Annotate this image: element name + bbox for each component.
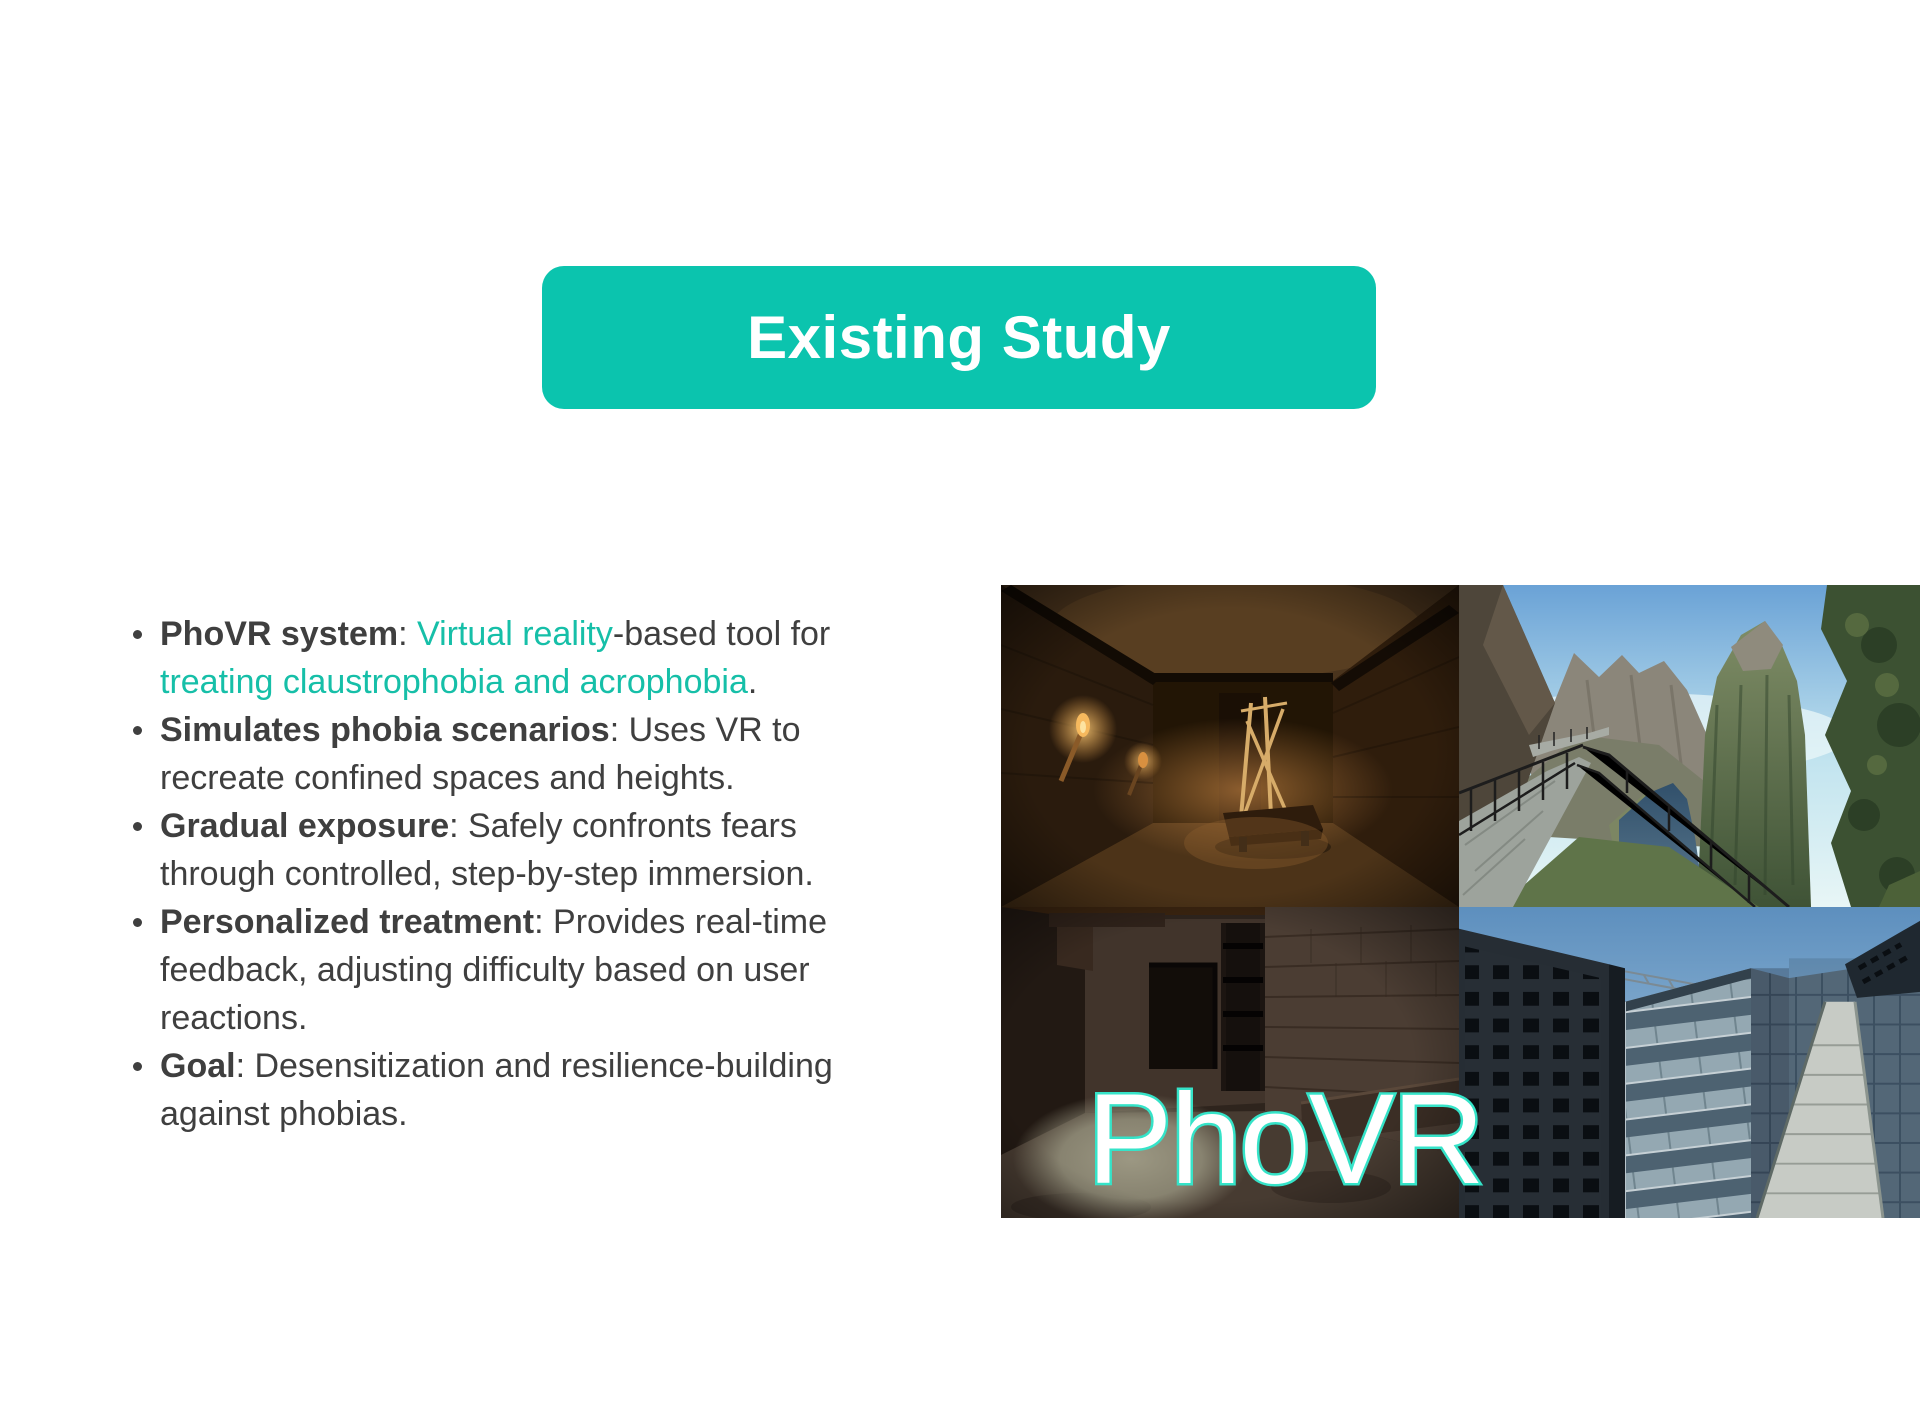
phovr-logo-text: PhoVR (1087, 1068, 1483, 1211)
page-title: Existing Study (747, 304, 1171, 371)
bullet-text-segment: Simulates phobia scenarios (160, 711, 610, 749)
bullet-text-segment: -based tool for (612, 615, 831, 653)
bullet-item (128, 706, 920, 802)
vr-glass-buildings-image (1459, 907, 1920, 1218)
bullet-item (128, 1042, 920, 1138)
bullet-text-segment: PhoVR system (160, 615, 399, 653)
vr-mountain-walkway-image (1459, 585, 1920, 907)
phovr-screenshot-collage (1001, 585, 1920, 1218)
bullet-text-segment: Personalized treatment (160, 903, 535, 941)
vr-dungeon-corridor-image (1001, 585, 1459, 907)
bullet-text-segment: : Desensitization and resilience-building against phobias. (160, 1047, 833, 1133)
bullet-item (128, 898, 920, 1042)
title-banner (542, 266, 1376, 409)
bullet-text-segment: . (747, 663, 758, 701)
bullet-item (128, 802, 920, 898)
bullet-item (128, 610, 920, 706)
bullet-text-segment: Goal (160, 1047, 236, 1085)
bullet-list (128, 610, 920, 1138)
bullet-text-segment: : (398, 615, 417, 653)
bullet-text-segment: : Provides real-time feedback, adjusting difficulty based on user reactions. (160, 903, 827, 1037)
bullet-text-segment: : Safely confronts fears through controlled, step-by-step immersion. (160, 807, 814, 893)
bullet-text-segment: Gradual exposure (160, 807, 450, 845)
phovr-logo (1083, 1053, 1523, 1218)
bullet-text-segment: treating claustrophobia and acrophobia (160, 663, 748, 701)
bullet-text-segment: : Uses VR to recreate confined spaces and heights. (160, 711, 801, 797)
bullet-text-segment: Virtual reality (417, 615, 613, 653)
